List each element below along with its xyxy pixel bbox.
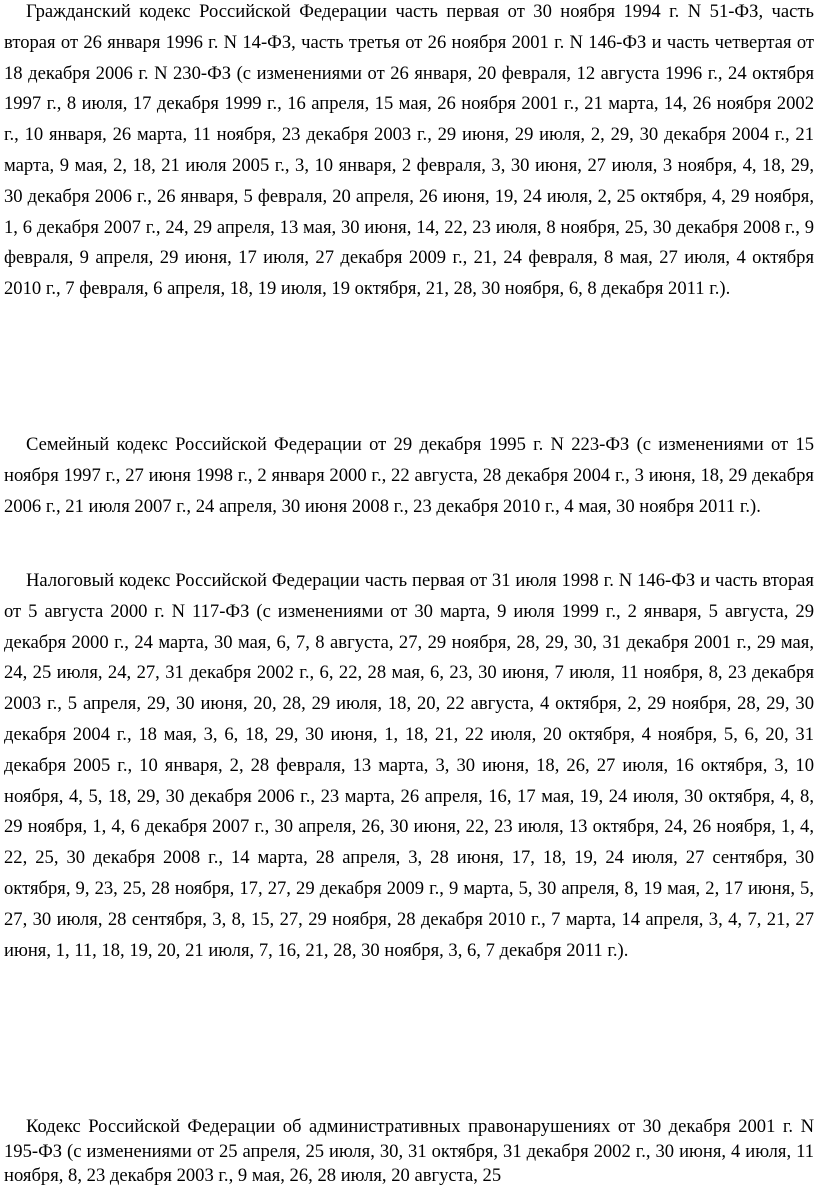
paragraph-civil-code: Гражданский кодекс Российской Федерации часть первая от 30 ноября 1994 г. N 51-ФЗ, часть вторая от 26 января 1996 г. N 14-ФЗ, часть третья от 26 ноября 2001 г. N 146-ФЗ и часть четвертая от 18 декабря 2006 г. N 230-ФЗ (с изменениями от 26 января, 20 февраля, 12 августа 1996 г., 24 октября 1997 г., 8 июля, 17 декабря 1999 г., 16 апреля, 15 мая, 26 ноября 2001 г., 21 марта, 14, 26 ноября 2002 г., 10 января, 26 марта, 11 ноября, 23 декабря 2003 г., 29 июня, 29 июля, 2, 29, 30 декабря 2004 г., 21 марта, 9 мая, 2, 18, 21 июля 2005 г., 3, 10 января, 2 февраля, 3, 30 июня, 27 июля, 3 ноября, 4, 18, 29, 30 декабря 2006 г., 26 января, 5 февраля, 20 апреля, 26 июня, 19, 24 июля, 2, 25 октября, 4, 29 ноября, 1, 6 декабря 2007 г., 24, 29 апреля, 13 мая, 30 июня, 14, 22, 23 июля, 8 ноября, 25, 30 декабря 2008 г., 9 февраля, 9 апреля, 29 июня, 17 июля, 27 декабря 2009 г., 21, 24 февраля, 8 мая, 27 июля, 4 октября 2010 г., 7 февраля, 6 апреля, 18, 19 июля, 19 октября, 21, 28, 30 ноября, 6, 8 декабря 2011 г.). [4,1,814,300]
paragraph-admin-code: Кодекс Российской Федерации об административных правонарушениях от 30 декабря 2001 г. N 195-ФЗ (с изменениями от 25 апреля, 25 июля, 30, 31 октября, 31 декабря 2002 г., 30 июня, 4 июля, 11 ноября, 8, 23 декабря 2003 г., 9 мая, 26, 28 июля, 20 августа, 25 [4,1116,814,1186]
paragraph-tax-code: Налоговый кодекс Российской Федерации часть первая от 31 июля 1998 г. N 146-ФЗ и часть вторая от 5 августа 2000 г. N 117-ФЗ (с изменениями от 30 марта, 9 июля 1999 г., 2 января, 5 августа, 29 декабря 2000 г., 24 марта, 30 мая, 6, 7, 8 августа, 27, 29 ноября, 28, 29, 30, 31 декабря 2001 г., 29 мая, 24, 25 июля, 24, 27, 31 декабря 2002 г., 6, 22, 28 мая, 6, 23, 30 июня, 7 июля, 11 ноября, 8, 23 декабря 2003 г., 5 апреля, 29, 30 июня, 20, 28, 29 июля, 18, 20, 22 августа, 4 октября, 2, 29 ноября, 28, 29, 30 декабря 2004 г., 18 мая, 3, 6, 18, 29, 30 июня, 1, 18, 21, 22 июля, 20 октября, 4 ноября, 5, 6, 20, 31 декабря 2005 г., 10 января, 2, 28 февраля, 13 марта, 3, 30 июня, 18, 26, 27 июля, 16 октября, 3, 10 ноября, 4, 5, 18, 29, 30 декабря 2006 г., 23 марта, 26 апреля, 16, 17 мая, 19, 24 июля, 30 октября, 4, 8, 29 ноября, 1, 4, 6 декабря 2007 г., 30 апреля, 26, 30 июня, 22, 23 июля, 13 октября, 24, 26 ноября, 1, 4, 22, 25, 30 декабря 2008 г., 14 марта, 28 апреля, 3, 28 июня, 17, 18, 19, 24 июля, 27 сентября, 30 октября, 9, 23, 25, 28 ноября, 17, 27, 29 декабря 2009 г., 9 марта, 5, 30 апреля, 8, 19 мая, 2, 17 июня, 5, 27, 30 июля, 28 сентября, 3, 8, 15, 27, 29 ноября, 28 декабря 2010 г., 7 марта, 14 апреля, 3, 4, 7, 21, 27 июня, 1, 11, 18, 19, 20, 21 июля, 7, 16, 21, 28, 30 ноября, 3, 6, 7 декабря 2011 г.). [4,570,814,961]
paragraph-family-code: Семейный кодекс Российской Федерации от 29 декабря 1995 г. N 223-ФЗ (с изменениями от 15 ноября 1997 г., 27 июня 1998 г., 2 января 2000 г., 22 августа, 28 декабря 2004 г., 3 июня, 18, 29 декабря 2006 г., 21 июля 2007 г., 24 апреля, 30 июня 2008 г., 23 декабря 2010 г., 4 мая, 30 ноября 2011 г.). [4,434,814,517]
